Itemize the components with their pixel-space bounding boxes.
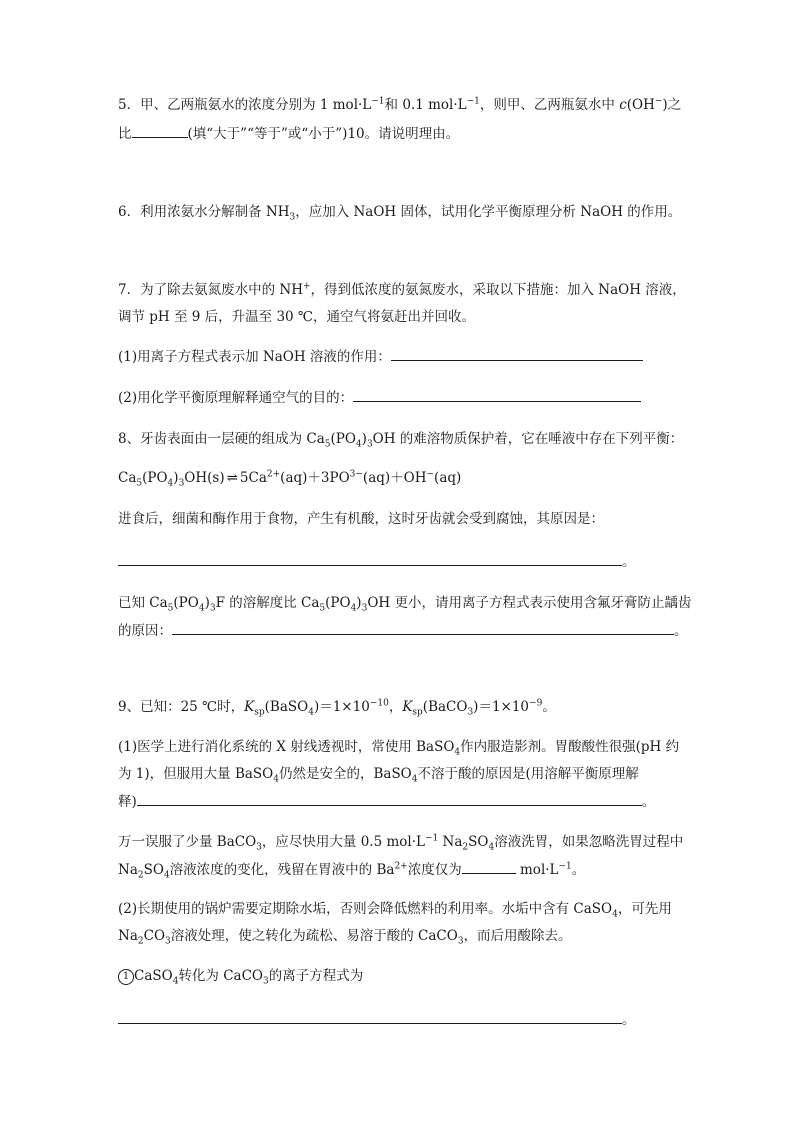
text: OH(s) xyxy=(184,470,225,486)
text: ) xyxy=(204,595,210,611)
superscript: 2+ xyxy=(266,469,281,480)
q9-answer-line xyxy=(118,1009,636,1030)
subscript: 4 xyxy=(198,603,205,614)
text: (aq)＋OH xyxy=(362,470,427,486)
subscript: 4 xyxy=(454,747,461,758)
text: (aq)＋3PO xyxy=(280,470,350,486)
text: 万一误服了少量 BaCO xyxy=(118,834,257,850)
answer-blank[interactable] xyxy=(462,859,516,874)
superscript: + xyxy=(302,281,311,292)
q9-p1-line-1 xyxy=(118,737,679,757)
text: 溶液处理，使之转化为疏松、易溶于酸的 CaCO xyxy=(170,928,458,944)
text: CO xyxy=(143,928,166,944)
text: (PO xyxy=(173,595,199,611)
text: (1)医学上进行消化系统的 X 射线透视时，常使用 BaSO xyxy=(118,739,455,755)
text: 仍然是安全的，BaSO xyxy=(278,766,412,782)
text: 释) xyxy=(118,794,137,810)
subscript: 2 xyxy=(462,842,469,853)
text: (BaCO xyxy=(422,699,468,715)
subscript: 4 xyxy=(273,774,279,785)
subscript: 5 xyxy=(324,439,331,450)
q8-answer-line-1 xyxy=(118,551,636,572)
text: 5Ca xyxy=(239,470,267,486)
superscript: −1 xyxy=(466,96,480,107)
text: CaSO xyxy=(134,968,173,984)
text: 调节 pH 至 9 后，升温至 30 ℃，通空气将氨赶出并回收。 xyxy=(118,309,476,325)
text: ，可先用 xyxy=(617,901,672,917)
text: 。 xyxy=(622,1012,636,1028)
text: 溶液洗胃，如果忽略洗胃过程中 xyxy=(494,834,684,850)
text: 7．为了除去氨氮废水中的 NH xyxy=(118,282,303,298)
text: Na xyxy=(118,862,138,878)
superscript: −10 xyxy=(369,698,389,709)
q9-p2-line-1 xyxy=(118,832,683,852)
variable: K xyxy=(402,699,413,715)
subscript: 3 xyxy=(263,976,269,987)
text: 为 1)，但服用大量 BaSO xyxy=(118,766,274,782)
superscript: −9 xyxy=(529,698,543,709)
text: (PO xyxy=(330,431,356,447)
text: (2)用化学平衡原理解释通空气的目的： xyxy=(118,390,354,406)
text: 作内服造影剂。胃酸酸性很强(pH 约 xyxy=(460,739,680,755)
subscript: 5 xyxy=(319,603,326,614)
text: ) xyxy=(356,595,362,611)
subscript: 4 xyxy=(350,603,357,614)
subscript: 3 xyxy=(467,707,474,718)
subscript: 3 xyxy=(366,439,373,450)
q7-sub2 xyxy=(118,387,641,408)
text: 比 xyxy=(118,126,132,142)
superscript: −1 xyxy=(424,833,439,844)
text: (PO xyxy=(142,470,168,486)
text: mol·L xyxy=(515,862,559,878)
text: (1)用离子方程式表示加 NaOH 溶液的作用： xyxy=(118,349,391,365)
text: 进食后，细菌和酶作用于食物，产生有机酸，这时牙齿就会受到腐蚀，其原因是： xyxy=(118,511,604,527)
circled-number-icon: 1 xyxy=(118,969,134,985)
q8-line-6 xyxy=(118,620,688,641)
text: 的原因： xyxy=(118,623,172,639)
text: ，而后用酸除去。 xyxy=(463,928,572,944)
text: OH 的难溶物质保护着，它在唾液中存在下列平衡： xyxy=(372,431,684,447)
subscript: 4 xyxy=(488,842,495,853)
text: 。 xyxy=(674,623,688,639)
subscript: 4 xyxy=(308,707,314,718)
subscript: 2 xyxy=(137,936,144,947)
variable: K xyxy=(244,699,255,715)
text: 8、牙齿表面由一层硬的组成为 Ca xyxy=(118,431,325,447)
text: 不溶于酸的原因是(用溶解平衡原理解 xyxy=(417,766,639,782)
text: (PO xyxy=(325,595,351,611)
subscript: 3 xyxy=(165,936,171,947)
q9-p1-line-2 xyxy=(118,764,639,784)
q9-p4-line xyxy=(118,966,363,986)
subscript: sp xyxy=(254,707,265,718)
subscript: 3 xyxy=(209,603,216,614)
subscript: 3 xyxy=(361,603,368,614)
answer-blank[interactable] xyxy=(391,346,643,361)
subscript: 3 xyxy=(457,936,464,947)
answer-blank[interactable] xyxy=(137,791,642,806)
answer-blank[interactable] xyxy=(353,387,641,402)
text: 6．利用浓氨水分解制备 NH xyxy=(118,204,290,220)
superscript: −1 xyxy=(558,861,572,872)
subscript: 4 xyxy=(163,870,170,881)
text: Na xyxy=(118,928,138,944)
text: ，应尽快用大量 0.5 mol·L xyxy=(261,834,425,850)
text: )＝1×10 xyxy=(313,699,370,715)
superscript: −1 xyxy=(371,96,385,107)
text: 的离子方程式为 xyxy=(268,968,364,984)
q9-p3-line-2 xyxy=(118,926,572,946)
q7-line-2 xyxy=(118,307,475,327)
q5-line-2 xyxy=(118,123,459,144)
subscript: sp xyxy=(412,707,423,718)
text: 5．甲、乙两瓶氨水的浓度分别为 1 mol·L xyxy=(118,97,372,113)
q9-p3-line-1 xyxy=(118,899,672,919)
text: ，得到低浓度的氨氮废水，采取以下措施：加入 NaOH 溶液， xyxy=(310,282,686,298)
text: ) xyxy=(361,431,367,447)
q8-line-5 xyxy=(118,593,691,613)
subscript: 4 xyxy=(167,478,174,489)
answer-blank[interactable] xyxy=(132,123,188,138)
q7-line-1 xyxy=(118,280,686,300)
text: (2)长期使用的锅炉需要定期除水垢，否则会降低燃料的利用率。水垢中含有 CaSO xyxy=(118,901,613,917)
q8-equation xyxy=(118,468,461,488)
text: SO xyxy=(468,834,489,850)
superscript: − xyxy=(654,96,663,107)
text: ) xyxy=(173,470,179,486)
superscript: 2+ xyxy=(394,861,408,872)
text: Ca xyxy=(118,470,137,486)
text: 浓度仅为 xyxy=(407,862,462,878)
text: Na xyxy=(438,834,463,850)
text: ， xyxy=(388,699,403,715)
subscript: 5 xyxy=(136,478,143,489)
q8-line-3 xyxy=(118,509,604,529)
q5-line-1 xyxy=(118,95,681,115)
text: 溶液浓度的变化，残留在胃液中的 Ba xyxy=(169,862,395,878)
answer-blank[interactable] xyxy=(172,620,674,635)
q8-line-1 xyxy=(118,429,683,449)
text: 已知 Ca xyxy=(118,595,168,611)
text: 转化为 CaCO xyxy=(178,968,264,984)
subscript: 4 xyxy=(411,774,418,785)
subscript: 4 xyxy=(172,976,179,987)
variable: c xyxy=(619,97,627,113)
subscript: 4 xyxy=(612,909,618,920)
q9-p2-line-2 xyxy=(118,859,585,880)
equilibrium-arrow-icon: ⇌ xyxy=(226,470,238,486)
q7-sub1 xyxy=(118,346,643,367)
subscript: 5 xyxy=(167,603,174,614)
superscript: − xyxy=(426,469,435,480)
subscript: 4 xyxy=(355,439,362,450)
text: ，则甲、乙两瓶氨水中 xyxy=(479,97,620,113)
text: 9、已知：25 ℃时， xyxy=(118,699,245,715)
superscript: 3− xyxy=(349,469,363,480)
text: (BaSO xyxy=(264,699,309,715)
q9-line-1 xyxy=(118,697,556,717)
q9-p1-line-3 xyxy=(118,791,655,812)
answer-blank[interactable] xyxy=(118,1009,622,1024)
subscript: 3 xyxy=(289,212,296,223)
subscript: 3 xyxy=(256,842,262,853)
text: 和 0.1 mol·L xyxy=(384,97,467,113)
q6-line xyxy=(118,202,681,222)
text: (aq) xyxy=(434,470,462,486)
text: 。 xyxy=(571,862,586,878)
text: (填“大于”“等于”或“小于”)10。请说明理由。 xyxy=(187,126,460,142)
text: SO xyxy=(143,862,164,878)
subscript: 2 xyxy=(137,870,144,881)
answer-blank[interactable] xyxy=(118,551,622,566)
subscript: 3 xyxy=(178,478,185,489)
text: )＝1×10 xyxy=(473,699,530,715)
text: F 的溶解度比 Ca xyxy=(215,595,320,611)
text: ，应加入 NaOH 固体，试用化学平衡原理分析 NaOH 的作用。 xyxy=(295,204,682,220)
text: 。 xyxy=(542,699,556,715)
text: (OH xyxy=(626,97,655,113)
text: 。 xyxy=(622,554,636,570)
text: )之 xyxy=(662,97,682,113)
text: OH 更小，请用离子方程式表示使用含氟牙膏防止龋齿 xyxy=(367,595,692,611)
text: 。 xyxy=(641,794,656,810)
